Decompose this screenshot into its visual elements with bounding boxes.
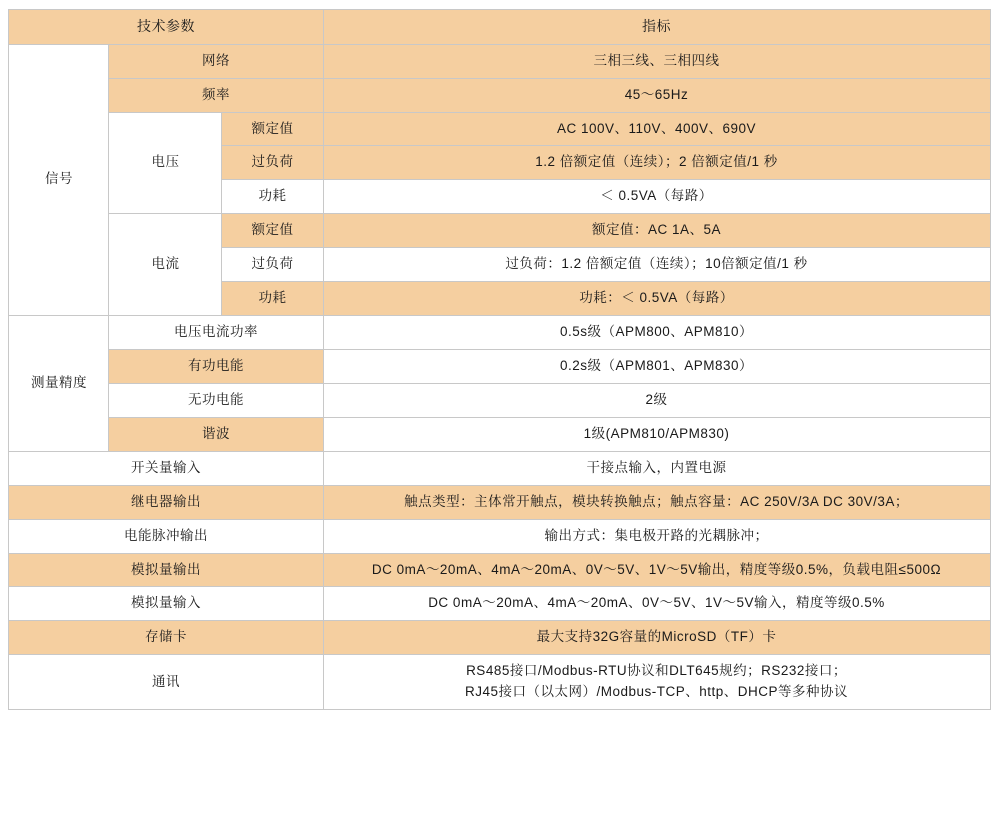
comm-value-line-2: RJ45接口（以太网）/Modbus-TCP、http、DHCP等多种协议 — [464, 684, 849, 700]
table-row — [9, 519, 990, 553]
row-label-voltage-power: 功耗 — [222, 180, 323, 214]
row-value-ao: DC 0mA～20mA、4mA～20mA、0V～5V、1V～5V输出，精度等级0.5%，负载电阻≤500Ω — [323, 553, 990, 587]
specification-table — [8, 9, 990, 710]
table-row — [9, 485, 990, 519]
table-row — [9, 621, 990, 655]
row-value-voltage-rated: AC 100V、110V、400V、690V — [323, 112, 990, 146]
row-label-storage: 存储卡 — [9, 621, 323, 655]
table-row — [9, 417, 990, 451]
row-value-voltage-overload: 1.2 倍额定值（连续）；2 倍额定值/1 秒 — [323, 146, 990, 180]
row-label-comm: 通讯 — [9, 655, 323, 710]
row-label-di: 开关量输入 — [9, 451, 323, 485]
group-label-current: 电流 — [109, 214, 222, 316]
table-row — [9, 44, 990, 78]
row-label-ao: 模拟量输出 — [9, 553, 323, 587]
table-row — [9, 553, 990, 587]
header-cell-parameter: 技术参数 — [9, 10, 323, 45]
row-label-relay: 继电器输出 — [9, 485, 323, 519]
group-label-signal: 信号 — [9, 44, 109, 315]
row-value-active-energy: 0.2s级（APM801、APM830） — [323, 349, 990, 383]
row-label-voltage-overload: 过负荷 — [222, 146, 323, 180]
row-value-reactive-energy: 2级 — [323, 383, 990, 417]
table-row — [9, 655, 990, 710]
row-value-di: 干接点输入，内置电源 — [323, 451, 990, 485]
table-row — [9, 78, 990, 112]
comm-value-line-1: RS485接口/Modbus-RTU协议和DLT645规约；RS232接口； — [466, 663, 847, 679]
row-label-reactive-energy: 无功电能 — [109, 383, 323, 417]
row-label-frequency: 频率 — [109, 78, 323, 112]
row-value-comm — [323, 655, 990, 710]
row-value-frequency: 45～65Hz — [323, 78, 990, 112]
row-value-harmonic: 1级(APM810/APM830) — [323, 417, 990, 451]
table-row — [9, 349, 990, 383]
row-value-current-overload: 过负荷：1.2 倍额定值（连续）；10倍额定值/1 秒 — [323, 248, 990, 282]
table-row — [9, 587, 990, 621]
row-value-vip: 0.5s级（APM800、APM810） — [323, 316, 990, 350]
row-label-voltage-rated: 额定值 — [222, 112, 323, 146]
row-label-harmonic: 谐波 — [109, 417, 323, 451]
row-value-relay: 触点类型：主体常开触点，模块转换触点；触点容量：AC 250V/3A DC 30V/3A； — [323, 485, 990, 519]
table-row — [9, 214, 990, 248]
table-row — [9, 112, 990, 146]
row-label-vip: 电压电流功率 — [109, 316, 323, 350]
table-row — [9, 451, 990, 485]
row-value-current-power: 功耗：＜ 0.5VA（每路） — [323, 282, 990, 316]
row-label-current-power: 功耗 — [222, 282, 323, 316]
row-label-active-energy: 有功电能 — [109, 349, 323, 383]
group-label-voltage: 电压 — [109, 112, 222, 214]
table-header-row — [9, 10, 990, 45]
row-value-voltage-power: ＜ 0.5VA（每路） — [323, 180, 990, 214]
row-value-current-rated: 额定值：AC 1A、5A — [323, 214, 990, 248]
row-label-network: 网络 — [109, 44, 323, 78]
row-label-ai: 模拟量输入 — [9, 587, 323, 621]
row-value-pulse: 输出方式：集电极开路的光耦脉冲； — [323, 519, 990, 553]
table-row — [9, 383, 990, 417]
row-label-pulse: 电能脉冲输出 — [9, 519, 323, 553]
group-label-accuracy: 测量精度 — [9, 316, 109, 452]
table-row — [9, 316, 990, 350]
row-label-current-rated: 额定值 — [222, 214, 323, 248]
row-value-ai: DC 0mA～20mA、4mA～20mA、0V～5V、1V～5V输入，精度等级0.5% — [323, 587, 990, 621]
row-label-current-overload: 过负荷 — [222, 248, 323, 282]
row-value-network: 三相三线、三相四线 — [323, 44, 990, 78]
row-value-storage: 最大支持32G容量的MicroSD（TF）卡 — [323, 621, 990, 655]
header-cell-index: 指标 — [323, 10, 990, 45]
